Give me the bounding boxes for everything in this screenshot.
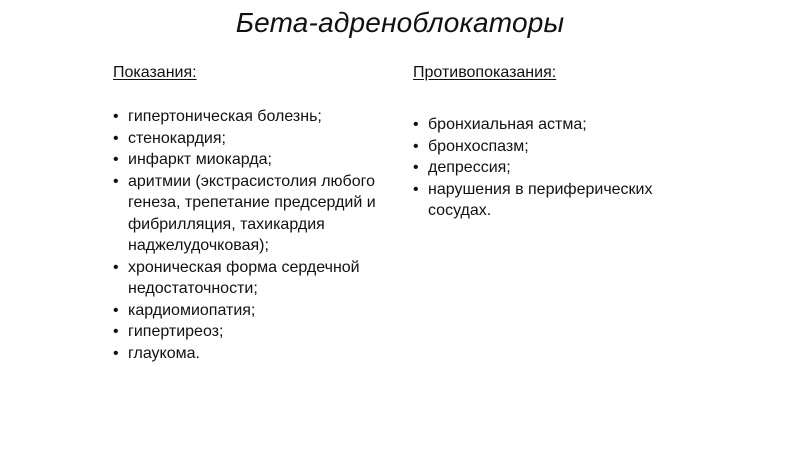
- contraindication-item: • депрессия;: [413, 157, 703, 179]
- indication-item: • кардиомиопатия;: [113, 300, 403, 322]
- contraindications-heading: Противопоказания:: [413, 64, 557, 81]
- contraindications-column: [413, 62, 703, 222]
- indication-item: • стенокардия;: [113, 128, 403, 150]
- contraindication-item: • бронхоспазм;: [413, 136, 703, 158]
- indication-item: • гипертиреоз;: [113, 321, 403, 343]
- contraindication-item: • бронхиальная астма;: [413, 114, 703, 136]
- indication-item: • аритмии (экстрасистолия любого генеза, трепетание предсердий и фибрилляция, тахикардия наджелудочковая);: [113, 171, 403, 257]
- indications-heading: Показания:: [113, 64, 197, 81]
- indication-item: • глаукома.: [113, 343, 403, 365]
- contraindication-item: • нарушения в периферических сосудах.: [413, 179, 703, 222]
- slide-title: Бета-адреноблокаторы: [235, 7, 565, 38]
- indications-column: [113, 62, 403, 364]
- indication-item: • гипертоническая болезнь;: [113, 106, 403, 128]
- indications-list: [113, 106, 403, 364]
- contraindications-list: [413, 114, 703, 222]
- indication-item: • инфаркт миокарда;: [113, 149, 403, 171]
- indication-item: • хроническая форма сердечной недостаточности;: [113, 257, 403, 300]
